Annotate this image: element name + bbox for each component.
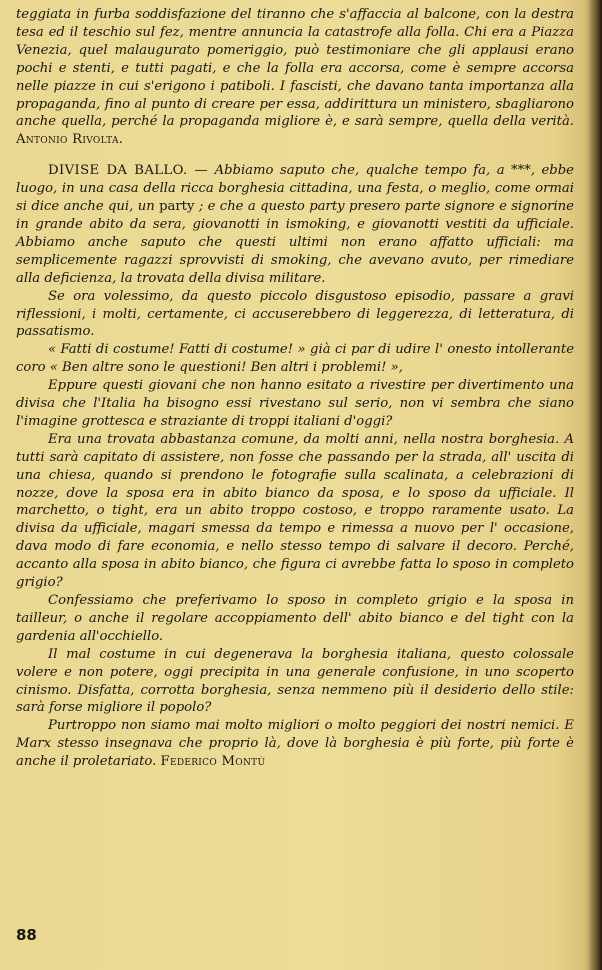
article1-body xyxy=(16,6,574,149)
article1-text: teggiata in furba soddisfazione del tiranno che s'affaccia al balcone, con la destra tesa ed il teschio sul fez, mentre annuncia la catastrofe alla folla. Chi era a Piazza Venezia, quel malaugurato pomeriggio, può testimoniare che gli applausi erano pochi e stenti, e tutti pagati, e che la folla era accorsa, come è sempre accorsa nelle piazze in cui s'erigono i patiboli. I fascisti, che davano tanta importanza alla propaganda, fino al punto di creare per essa, addirittura un ministero, sbagliarono anche quella, perché la propaganda migliore è, e sarà sempre, quella della verità. xyxy=(16,7,574,130)
article2-title: DIVISE DA BALLO. — xyxy=(48,163,209,179)
article2-paragraph-1: DIVISE DA BALLO. — Abbiamo saputo che, qualche tempo fa, a ***, ebbe luogo, in una casa della ricca borghesia cittadina, una festa, o meglio, come ormai si dice anche qui, un party ; e che a questo party presero parte signore e signorine in grande abito da sera, giovanotti in ismoking, e giovanotti vestiti da ufficiale. Abbiamo anche saputo che questi ultimi non erano affatto ufficiali: ma semplicemente ragazzi sprovvisti di smoking, che avevano avuto, per rimediare alla deficienza, la trovata della divisa militare. xyxy=(16,163,574,286)
article2-paragraph-3: « Fatti di costume! Fatti di costume! » già ci par di udire l' onesto intollerante coro « Ben altre sono le questioni! Ben altri i problemi! », xyxy=(16,342,574,376)
article2-paragraph-5: Era una trovata abbastanza comune, da molti anni, nella nostra borghesia. A tutti sarà capitato di assistere, non fosse che passando per la strada, all' uscita di una chiesa, quando si prendono le fotografie sulla scalinata, a celebrazioni di nozze, dove la sposa era in abito bianco da sposa, e lo sposo da ufficiale. Il marchetto, o tight, era un abito troppo costoso, e troppo raramente usato. La divisa da ufficiale, magari smessa da tempo e rimessa a nuovo per l' occasione, dava modo di fare economia, e nello stesso tempo di salvare il decoro. Perché, accanto alla sposa in abito bianco, che figura ci avrebbe fatta lo sposo in completo grigio? xyxy=(16,431,574,591)
article2-paragraph-7: Il mal costume in cui degenerava la borghesia italiana, questo colossale volere e non potere, oggi precipita in una generale confusione, in uno scoperto cinismo. Disfatta, corrotta borghesia, senza nemmeno più il desiderio dello stile: sarà forse migliore il popolo? xyxy=(16,646,574,716)
article2-paragraph-4: Eppure questi giovani che non hanno esitato a rivestire per divertimento una divisa che l'Italia ha bisogno essi rivestano sul serio, non vi sembra che siano l'imagine grottesca e straziante di troppi italiani d'oggi? xyxy=(16,378,574,429)
article2-paragraph-8: Purtroppo non siamo mai molto migliori o molto peggiori dei nostri nemici. E Marx stesso insegnava che proprio là, dove là borghesia è più forte, più forte è anche il proletariato. Federico Montù xyxy=(16,718,574,770)
page-number: 88 xyxy=(16,926,37,944)
page-edge-shadow xyxy=(588,0,602,970)
article1-author: Antonio Rivolta. xyxy=(16,132,124,148)
article2-paragraph-6: Confessiamo che preferivamo lo sposo in completo grigio e la sposa in tailleur, o anche il regolare accoppiamento dell' abito bianco e del tight con la gardenia all'occhiello. xyxy=(16,593,574,644)
text-column xyxy=(16,6,574,771)
article2-paragraph-2: Se ora volessimo, da questo piccolo disgustoso episodio, passare a gravi riflessioni, i molti, certamente, ci accuserebbero di leggerezza, di letteratura, di passatismo. xyxy=(16,288,574,340)
article2-author: Federico Montù xyxy=(160,754,266,770)
